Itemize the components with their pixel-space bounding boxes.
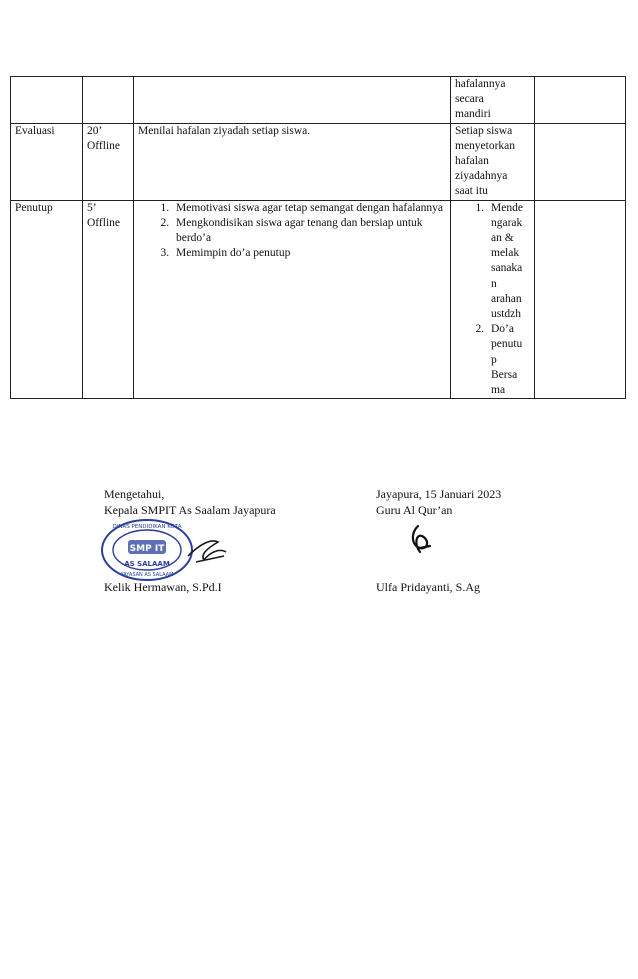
svg-text:AS SALAAM: AS SALAAM: [124, 560, 170, 568]
note-cell: Setiap siswa menyetorkan hafalan ziyadahnya saat itu: [451, 123, 535, 200]
svg-text:SMP IT: SMP IT: [129, 544, 165, 554]
description-cell: [134, 77, 451, 124]
time-cell: 5’ Offline: [83, 200, 134, 399]
extra-cell: [535, 200, 626, 399]
list-item: 1. Memotivasi siswa agar tetap semangat dengan hafalannya: [172, 201, 446, 216]
right-signature-block: [376, 486, 501, 518]
teacher-name-block: [376, 579, 480, 595]
table-row: [11, 77, 626, 124]
table-row: [11, 123, 626, 200]
note-cell: hafalannya secara mandiri: [451, 77, 535, 124]
list-item: 2. Mengkondisikan siswa agar tenang dan bersiap untuk berdo’a: [172, 216, 446, 246]
place-date: Jayapura, 15 Januari 2023: [376, 487, 502, 501]
teacher-name: Ulfa Pridayanti, S.Ag: [376, 580, 480, 594]
activity-cell: Evaluasi: [11, 123, 83, 200]
note-cell: [451, 200, 535, 399]
svg-text:YAYASAN AS SALAAM: YAYASAN AS SALAAM: [120, 572, 174, 578]
principal-name: Kelik Hermawan, S.Pd.I: [104, 580, 222, 594]
list-item: 3. Memimpin do’a penutup: [172, 246, 446, 261]
acknowledged-label: Mengetahui,: [104, 487, 165, 501]
description-cell: [134, 200, 451, 399]
teacher-signature: [404, 522, 444, 558]
extra-cell: [535, 123, 626, 200]
closing-steps-list: [138, 201, 446, 262]
activity-cell: Penutup: [11, 200, 83, 399]
activity-cell: [11, 77, 83, 124]
principal-name-block: [104, 579, 222, 595]
left-signature-block: [104, 486, 276, 518]
extra-cell: [535, 77, 626, 124]
principal-title: Kepala SMPIT As Saalam Jayapura: [104, 503, 276, 518]
table-row: [11, 200, 626, 399]
closing-notes-list: [455, 201, 530, 399]
lesson-plan-table: [10, 76, 626, 399]
svg-text:DINAS PENDIDIKAN KOTA: DINAS PENDIDIKAN KOTA: [112, 524, 182, 530]
time-cell: [83, 77, 134, 124]
list-item: 1. Mende ngarak an & melak sanaka n arahan ustdzh: [487, 201, 530, 323]
list-item: 2. Do’a penutu p Bersa ma: [487, 322, 530, 398]
teacher-title: Guru Al Qur’an: [376, 503, 453, 518]
time-cell: 20’ Offline: [83, 123, 134, 200]
description-cell: Menilai hafalan ziyadah setiap siswa.: [134, 123, 451, 200]
school-seal-stamp: [100, 516, 230, 582]
